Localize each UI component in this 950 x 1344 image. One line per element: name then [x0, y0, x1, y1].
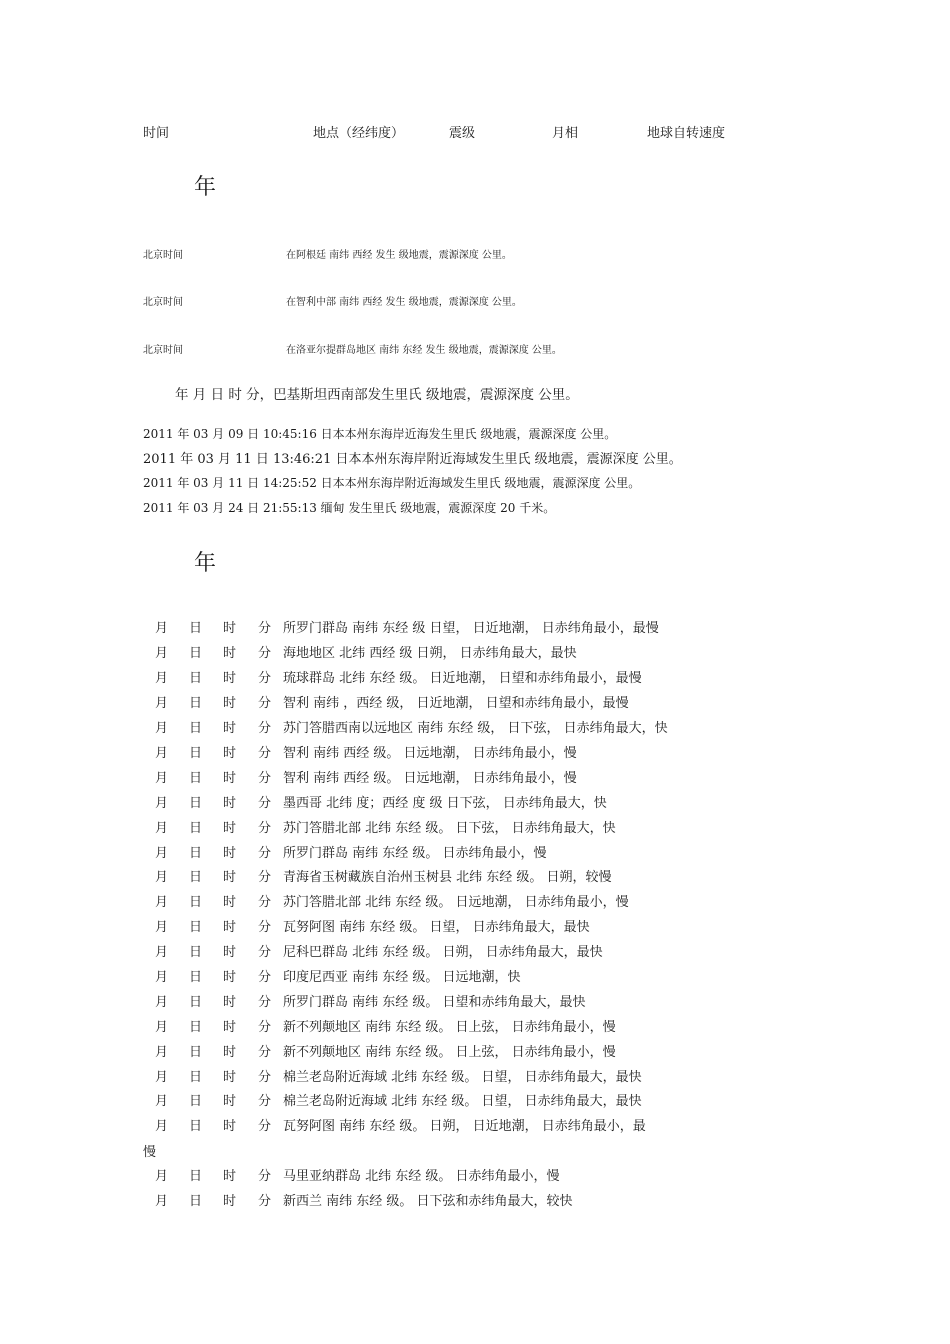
minute-label: 分: [258, 746, 272, 761]
row-text: 苏门答腊北部 北纬 东经 级。 日下弦， 日赤纬角最大，快: [283, 821, 616, 836]
day-label: 日: [189, 796, 203, 811]
row-text: 墨西哥 北纬 度；西经 度 级 日下弦， 日赤纬角最大，快: [283, 796, 607, 811]
row-text: 苏门答腊西南以远地区 南纬 东经 级， 日下弦， 日赤纬角最大，快: [283, 721, 668, 736]
month-label: 月: [155, 1194, 169, 1209]
hour-label: 时: [223, 846, 237, 861]
month-label: 月: [155, 1119, 169, 1134]
dated-row: 2011 年 03 月 24 日 21:55:13 缅甸 发生里氏 级地震，震源深度 20 千米。: [143, 501, 556, 515]
day-label: 日: [189, 1094, 203, 1109]
dated-row: 2011 年 03 月 11 日 13:46:21 日本本州东海岸附近海域发生里氏 级地震，震源深度 公里。: [143, 452, 682, 467]
day-label: 日: [189, 621, 203, 636]
day-label: 日: [189, 895, 203, 910]
hour-label: 时: [223, 1045, 237, 1060]
day-label: 日: [189, 970, 203, 985]
row-text: 海地地区 北纬 西经 级 日朔， 日赤纬角最大，最快: [283, 646, 577, 661]
beijing-label: 北京时间: [143, 250, 183, 261]
minute-label: 分: [258, 945, 272, 960]
minute-label: 分: [258, 920, 272, 935]
day-label: 日: [189, 821, 203, 836]
row-text: 琉球群岛 北纬 东经 级。 日近地潮， 日望和赤纬角最小，最慢: [283, 671, 642, 686]
row-text: 智利 南纬 ，西经 级， 日近地潮， 日望和赤纬角最小，最慢: [283, 696, 629, 711]
day-label: 日: [189, 920, 203, 935]
month-label: 月: [155, 970, 169, 985]
row-text: 新西兰 南纬 东经 级。 日下弦和赤纬角最大，较快: [283, 1194, 573, 1209]
day-label: 日: [189, 646, 203, 661]
minute-label: 分: [258, 870, 272, 885]
minute-label: 分: [258, 1169, 272, 1184]
hour-label: 时: [223, 771, 237, 786]
hour-label: 时: [223, 945, 237, 960]
minute-label: 分: [258, 621, 272, 636]
row-text: 智利 南纬 西经 级。 日远地潮， 日赤纬角最小，慢: [283, 771, 577, 786]
header-time: 时间: [143, 126, 170, 141]
day-label: 日: [189, 771, 203, 786]
hour-label: 时: [223, 920, 237, 935]
row-text: 青海省玉树藏族自治州玉树县 北纬 东经 级。 日朔，较慢: [283, 870, 612, 885]
row-text: 印度尼西亚 南纬 东经 级。 日远地潮，快: [283, 970, 521, 985]
hour-label: 时: [223, 796, 237, 811]
hour-label: 时: [223, 1119, 237, 1134]
month-label: 月: [155, 746, 169, 761]
day-label: 日: [189, 846, 203, 861]
hour-label: 时: [223, 870, 237, 885]
row-text: 所罗门群岛 南纬 东经 级 日望， 日近地潮， 日赤纬角最小，最慢: [283, 621, 659, 636]
month-label: 月: [155, 646, 169, 661]
day-label: 日: [189, 671, 203, 686]
hour-label: 时: [223, 621, 237, 636]
day-label: 日: [189, 945, 203, 960]
row-text: 棉兰老岛附近海域 北纬 东经 级。 日望， 日赤纬角最大，最快: [283, 1070, 642, 1085]
beijing-text: 在阿根廷 南纬 西经 发生 级地震，震源深度 公里。: [286, 250, 512, 261]
section2-year-label: 年: [194, 551, 217, 576]
month-label: 月: [155, 671, 169, 686]
beijing-text: 在智利中部 南纬 西经 发生 级地震，震源深度 公里。: [286, 297, 522, 308]
dated-row: 2011 年 03 月 11 日 14:25:52 日本本州东海岸附近海域发生里氏 级地震，震源深度 公里。: [143, 476, 641, 490]
hour-label: 时: [223, 671, 237, 686]
minute-label: 分: [258, 995, 272, 1010]
month-label: 月: [155, 621, 169, 636]
beijing-label: 北京时间: [143, 297, 183, 308]
header-moon-phase: 月相: [552, 126, 579, 141]
month-label: 月: [155, 1045, 169, 1060]
row-text: 瓦努阿图 南纬 东经 级。 日朔， 日近地潮， 日赤纬角最小，最: [283, 1119, 646, 1134]
header-earth-rotation: 地球自转速度: [647, 126, 726, 141]
minute-label: 分: [258, 771, 272, 786]
month-label: 月: [155, 1020, 169, 1035]
hour-label: 时: [223, 970, 237, 985]
row-text: 所罗门群岛 南纬 东经 级。 日望和赤纬角最大，最快: [283, 995, 586, 1010]
row-text: 新不列颠地区 南纬 东经 级。 日上弦， 日赤纬角最小，慢: [283, 1045, 616, 1060]
month-label: 月: [155, 995, 169, 1010]
month-label: 月: [155, 945, 169, 960]
month-label: 月: [155, 895, 169, 910]
section1-year-label: 年: [194, 175, 217, 200]
month-label: 月: [155, 846, 169, 861]
day-label: 日: [189, 746, 203, 761]
minute-label: 分: [258, 796, 272, 811]
hour-label: 时: [223, 1169, 237, 1184]
beijing-label: 北京时间: [143, 345, 183, 356]
row-text: 所罗门群岛 南纬 东经 级。 日赤纬角最小，慢: [283, 846, 547, 861]
header-magnitude: 震级: [449, 126, 476, 141]
minute-label: 分: [258, 696, 272, 711]
row-text: 苏门答腊北部 北纬 东经 级。 日远地潮， 日赤纬角最小，慢: [283, 895, 629, 910]
hour-label: 时: [223, 646, 237, 661]
month-label: 月: [155, 1169, 169, 1184]
row-text: 瓦努阿图 南纬 东经 级。 日望， 日赤纬角最大，最快: [283, 920, 590, 935]
day-label: 日: [189, 1119, 203, 1134]
day-label: 日: [189, 1070, 203, 1085]
minute-label: 分: [258, 1194, 272, 1209]
minute-label: 分: [258, 1070, 272, 1085]
month-label: 月: [155, 796, 169, 811]
hour-label: 时: [223, 1020, 237, 1035]
day-label: 日: [189, 870, 203, 885]
month-label: 月: [155, 1094, 169, 1109]
month-label: 月: [155, 696, 169, 711]
minute-label: 分: [258, 1045, 272, 1060]
minute-label: 分: [258, 1094, 272, 1109]
day-label: 日: [189, 696, 203, 711]
month-label: 月: [155, 870, 169, 885]
wrap-text: 慢: [143, 1145, 157, 1160]
row-text: 尼科巴群岛 北纬 东经 级。 日朔， 日赤纬角最大，最快: [283, 945, 603, 960]
dated-row: 2011 年 03 月 09 日 10:45:16 日本本州东海岸近海发生里氏 级地震，震源深度 公里。: [143, 427, 617, 441]
minute-label: 分: [258, 846, 272, 861]
minute-label: 分: [258, 1020, 272, 1035]
minute-label: 分: [258, 646, 272, 661]
month-label: 月: [155, 920, 169, 935]
minute-label: 分: [258, 821, 272, 836]
row-text: 马里亚纳群岛 北纬 东经 级。 日赤纬角最小，慢: [283, 1169, 560, 1184]
hour-label: 时: [223, 1094, 237, 1109]
hour-label: 时: [223, 821, 237, 836]
minute-label: 分: [258, 671, 272, 686]
pakistan-line: 年 月 日 时 分，巴基斯坦西南部发生里氏 级地震，震源深度 公里。: [175, 387, 579, 403]
minute-label: 分: [258, 895, 272, 910]
hour-label: 时: [223, 746, 237, 761]
row-text: 智利 南纬 西经 级。 日远地潮， 日赤纬角最小，慢: [283, 746, 577, 761]
day-label: 日: [189, 1045, 203, 1060]
hour-label: 时: [223, 995, 237, 1010]
minute-label: 分: [258, 970, 272, 985]
day-label: 日: [189, 1194, 203, 1209]
month-label: 月: [155, 721, 169, 736]
day-label: 日: [189, 995, 203, 1010]
row-text: 棉兰老岛附近海域 北纬 东经 级。 日望， 日赤纬角最大，最快: [283, 1094, 642, 1109]
beijing-text: 在洛亚尔提群岛地区 南纬 东经 发生 级地震，震源深度 公里。: [286, 345, 562, 356]
minute-label: 分: [258, 1119, 272, 1134]
day-label: 日: [189, 1020, 203, 1035]
hour-label: 时: [223, 696, 237, 711]
day-label: 日: [189, 721, 203, 736]
month-label: 月: [155, 821, 169, 836]
month-label: 月: [155, 771, 169, 786]
hour-label: 时: [223, 895, 237, 910]
month-label: 月: [155, 1070, 169, 1085]
header-location: 地点（经纬度）: [313, 126, 405, 141]
row-text: 新不列颠地区 南纬 东经 级。 日上弦， 日赤纬角最小，慢: [283, 1020, 616, 1035]
minute-label: 分: [258, 721, 272, 736]
hour-label: 时: [223, 1194, 237, 1209]
day-label: 日: [189, 1169, 203, 1184]
hour-label: 时: [223, 721, 237, 736]
hour-label: 时: [223, 1070, 237, 1085]
